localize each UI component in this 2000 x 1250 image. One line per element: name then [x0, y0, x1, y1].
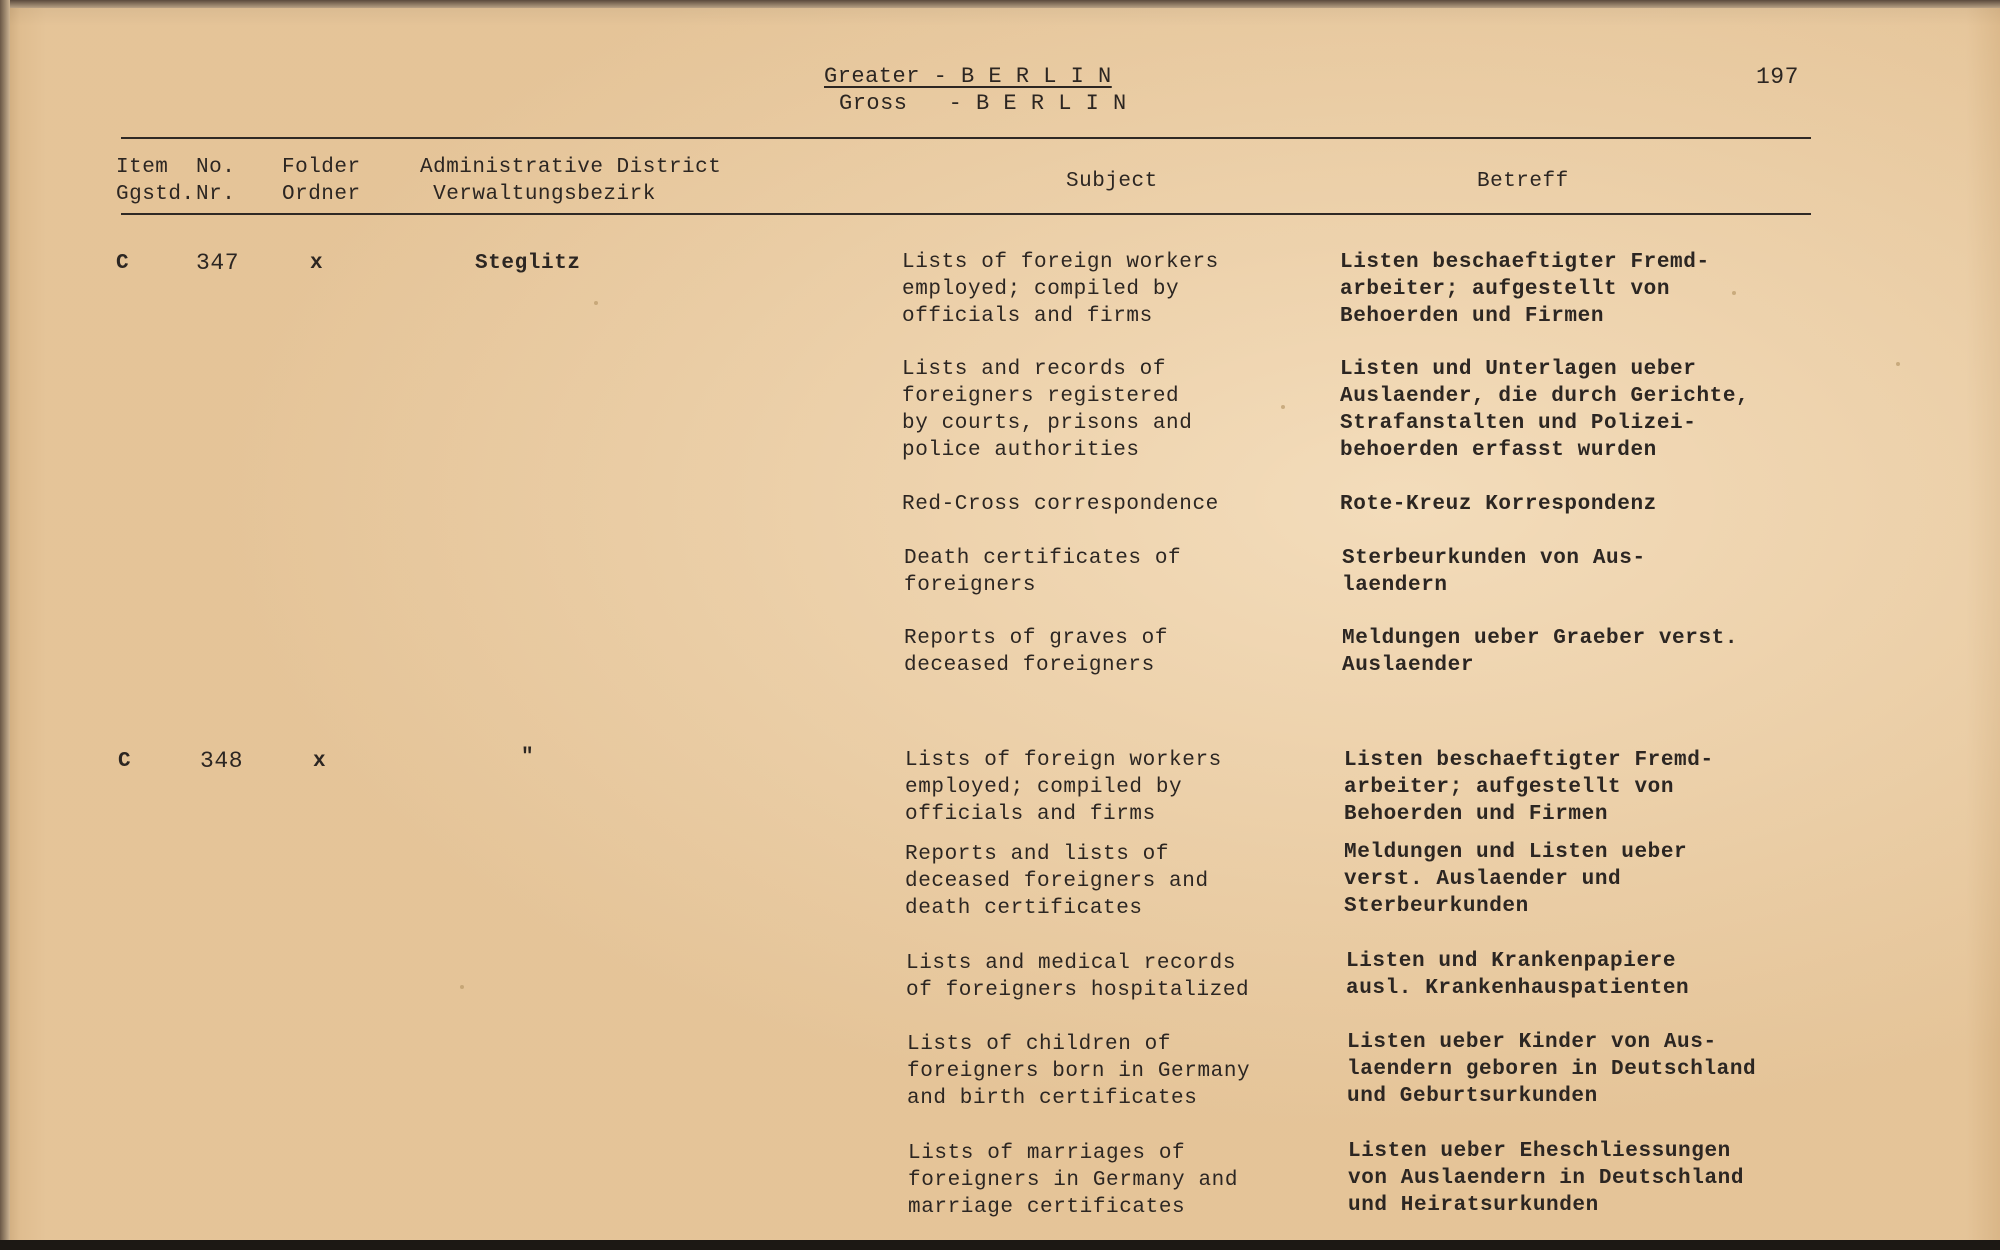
paper-speck — [594, 301, 598, 305]
record-item: C — [118, 750, 132, 773]
paper-speck — [1281, 405, 1285, 409]
record-district: Steglitz — [475, 252, 581, 275]
column-header-district: Administrative District Verwaltungsbezirk — [420, 156, 722, 206]
betreff-entry: Listen beschaeftigter Fremd- arbeiter; aufgestellt von Behoerden und Firmen — [1340, 251, 1710, 328]
betreff-entry: Listen und Krankenpapiere ausl. Krankenhauspatienten — [1346, 950, 1690, 1000]
betreff-entry: Listen ueber Eheschliessungen von Auslaendern in Deutschland und Heiratsurkunden — [1348, 1140, 1745, 1217]
paper-speck — [1732, 291, 1736, 295]
paper-speck — [460, 985, 464, 989]
record-item: C — [116, 252, 130, 275]
page-title-german: Gross - B E R L I N — [839, 91, 1127, 116]
betreff-entry: Listen und Unterlagen ueber Auslaender, die durch Gerichte, Strafanstalten und Polizei- behoerden erfasst wurden — [1340, 358, 1750, 462]
column-header-no: No. Nr. — [196, 156, 236, 206]
page-number: 197 — [1756, 64, 1799, 90]
paper-speck — [1896, 362, 1900, 366]
subject-entry: Lists and medical records of foreigners hospitalized — [906, 952, 1250, 1002]
subject-entry: Lists and records of foreigners registered by courts, prisons and police authorities — [902, 358, 1193, 462]
document-page — [6, 6, 2000, 1244]
record-folder: x — [313, 750, 327, 773]
subject-entry: Lists of children of foreigners born in Germany and birth certificates — [907, 1033, 1251, 1110]
betreff-entry: Sterbeurkunden von Aus- laendern — [1342, 547, 1646, 597]
page-bottom-edge — [0, 1240, 2000, 1250]
subject-entry: Lists of foreign workers employed; compiled by officials and firms — [905, 749, 1222, 826]
betreff-entry: Rote-Kreuz Korrespondenz — [1340, 493, 1657, 516]
page-top-edge — [0, 0, 2000, 8]
betreff-entry: Meldungen und Listen ueber verst. Auslaender und Sterbeurkunden — [1344, 841, 1688, 918]
record-number: 348 — [200, 748, 244, 774]
record-district: " — [521, 746, 535, 769]
header-top-rule — [121, 137, 1811, 139]
header-bottom-rule — [121, 213, 1811, 215]
page-binding-edge — [0, 0, 10, 1250]
subject-entry: Lists of marriages of foreigners in Germany and marriage certificates — [908, 1142, 1239, 1219]
record-folder: x — [310, 252, 324, 275]
column-header-folder: Folder Ordner — [282, 156, 361, 206]
page-title-english: Greater - B E R L I N — [824, 64, 1112, 89]
subject-entry: Reports and lists of deceased foreigners and death certificates — [905, 843, 1209, 920]
subject-entry: Lists of foreign workers employed; compiled by officials and firms — [902, 251, 1219, 328]
record-number: 347 — [196, 250, 240, 276]
betreff-entry: Listen beschaeftigter Fremd- arbeiter; aufgestellt von Behoerden und Firmen — [1344, 749, 1714, 826]
column-header-betreff: Betreff — [1477, 170, 1569, 193]
betreff-entry: Meldungen ueber Graeber verst. Auslaender — [1342, 627, 1739, 677]
column-header-item: Item Ggstd. — [116, 156, 195, 206]
subject-entry: Reports of graves of deceased foreigners — [904, 627, 1169, 677]
subject-entry: Red-Cross correspondence — [902, 493, 1219, 516]
betreff-entry: Listen ueber Kinder von Aus- laendern geboren in Deutschland und Geburtsurkunden — [1347, 1031, 1757, 1108]
subject-entry: Death certificates of foreigners — [904, 547, 1182, 597]
column-header-subject: Subject — [1066, 170, 1158, 193]
